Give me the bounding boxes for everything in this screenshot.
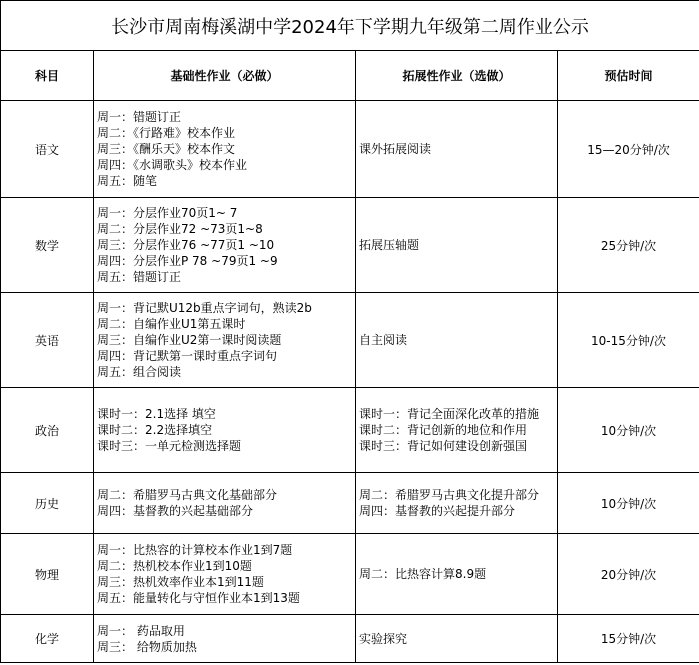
subject-cell: 历史	[1, 473, 94, 534]
basic-line: 周一：分层作业70页1~ 7	[97, 206, 238, 220]
time-cell: 10-15分钟/次	[558, 293, 699, 388]
extended-homework-cell	[356, 101, 558, 198]
extended-line: 拓展压轴题	[359, 238, 420, 252]
basic-line: 课时一：2.1选择 填空	[97, 407, 216, 421]
basic-homework-cell	[94, 534, 356, 615]
basic-line: 周五：组合阅读	[97, 365, 182, 379]
basic-line: 周二：《行路难》校本作业	[97, 126, 236, 140]
subject-cell: 语文	[1, 101, 94, 198]
basic-line: 周二：希腊罗马古典文化基础部分	[97, 488, 278, 502]
extended-homework-cell	[356, 615, 558, 663]
time-cell: 15—20分钟/次	[558, 101, 699, 198]
basic-line: 周一：背记默U12b重点字词句，熟读2b	[97, 301, 312, 315]
basic-line: 周二：自编作业U1第五课时	[97, 317, 246, 331]
basic-line: 周四：《水调歌头》校本作业	[97, 158, 248, 172]
header-row	[1, 51, 699, 101]
time-cell: 20分钟/次	[558, 534, 699, 615]
basic-line: 周三： 给物质加热	[97, 639, 197, 654]
subject-cell: 英语	[1, 293, 94, 388]
time-cell: 10分钟/次	[558, 388, 699, 473]
table-row	[1, 388, 699, 473]
basic-line: 课时二：2.2选择填空	[97, 423, 213, 437]
extended-line: 周二：希腊罗马古典文化提升部分	[359, 488, 540, 502]
basic-line: 周三：自编作业U2第一课时阅读题	[97, 333, 282, 347]
extended-homework-cell	[356, 534, 558, 615]
header-subject: 科目	[1, 51, 94, 101]
extended-homework-cell	[356, 473, 558, 534]
header-basic: 基础性作业（必做）	[94, 51, 356, 101]
basic-line: 周二：热机校本作业1到10题	[97, 559, 252, 573]
time-cell: 15分钟/次	[558, 615, 699, 663]
basic-homework-cell	[94, 473, 356, 534]
subject-cell: 物理	[1, 534, 94, 615]
extended-line: 自主阅读	[359, 333, 408, 347]
header-extended: 拓展性作业（选做）	[356, 51, 558, 101]
basic-homework-cell	[94, 101, 356, 198]
extended-line: 周四：基督教的兴起提升部分	[359, 504, 516, 518]
basic-line: 周四：基督教的兴起基础部分	[97, 504, 254, 518]
basic-line: 周五：能量转化与守恒作业本1到13题	[97, 591, 300, 605]
time-cell: 10分钟/次	[558, 473, 699, 534]
basic-line: 课时三：一单元检测选择题	[97, 439, 242, 453]
extended-line: 课外拓展阅读	[359, 142, 432, 156]
table-row	[1, 198, 699, 293]
subject-cell: 化学	[1, 615, 94, 663]
subject-cell: 政治	[1, 388, 94, 473]
header-time: 预估时间	[558, 51, 699, 101]
table-row	[1, 293, 699, 388]
extended-line: 课时三：背记如何建设创新强国	[359, 439, 528, 453]
basic-homework-cell	[94, 293, 356, 388]
extended-line: 课时二：背记创新的地位和作用	[359, 423, 528, 437]
basic-line: 周一：比热容的计算校本作业1到7题	[97, 543, 293, 557]
extended-homework-cell	[356, 293, 558, 388]
extended-line: 实验探究	[359, 631, 408, 646]
extended-line: 课时一：背记全面深化改革的措施	[359, 407, 540, 421]
time-cell: 25分钟/次	[558, 198, 699, 293]
table-row	[1, 473, 699, 534]
basic-line: 周三：分层作业76 ~77页1 ~10	[97, 238, 275, 252]
basic-line: 周四：背记默第一课时重点字词句	[97, 349, 278, 363]
basic-line: 周三：热机效率作业本1到11题	[97, 575, 264, 589]
extended-homework-cell	[356, 198, 558, 293]
basic-line: 周四：分层作业P 78 ~79页1 ~9	[97, 254, 278, 268]
basic-homework-cell	[94, 198, 356, 293]
table-row	[1, 615, 699, 663]
subject-cell: 数学	[1, 198, 94, 293]
page-title: 长沙市周南梅溪湖中学2024年下学期九年级第二周作业公示	[1, 1, 699, 51]
basic-line: 周二：分层作业72 ~73页1~8	[97, 222, 263, 236]
basic-line: 周三：《酬乐天》校本作文	[97, 142, 236, 156]
basic-homework-cell	[94, 615, 356, 663]
basic-homework-cell	[94, 388, 356, 473]
table-row	[1, 101, 699, 198]
basic-line: 周五：错题订正	[97, 270, 182, 284]
extended-homework-cell	[356, 388, 558, 473]
basic-line: 周五：随笔	[97, 174, 158, 188]
basic-line: 周一： 药品取用	[97, 623, 185, 638]
basic-line: 周一：错题订正	[97, 110, 182, 124]
table-row	[1, 534, 699, 615]
extended-line: 周二：比热容计算8.9题	[359, 567, 487, 581]
